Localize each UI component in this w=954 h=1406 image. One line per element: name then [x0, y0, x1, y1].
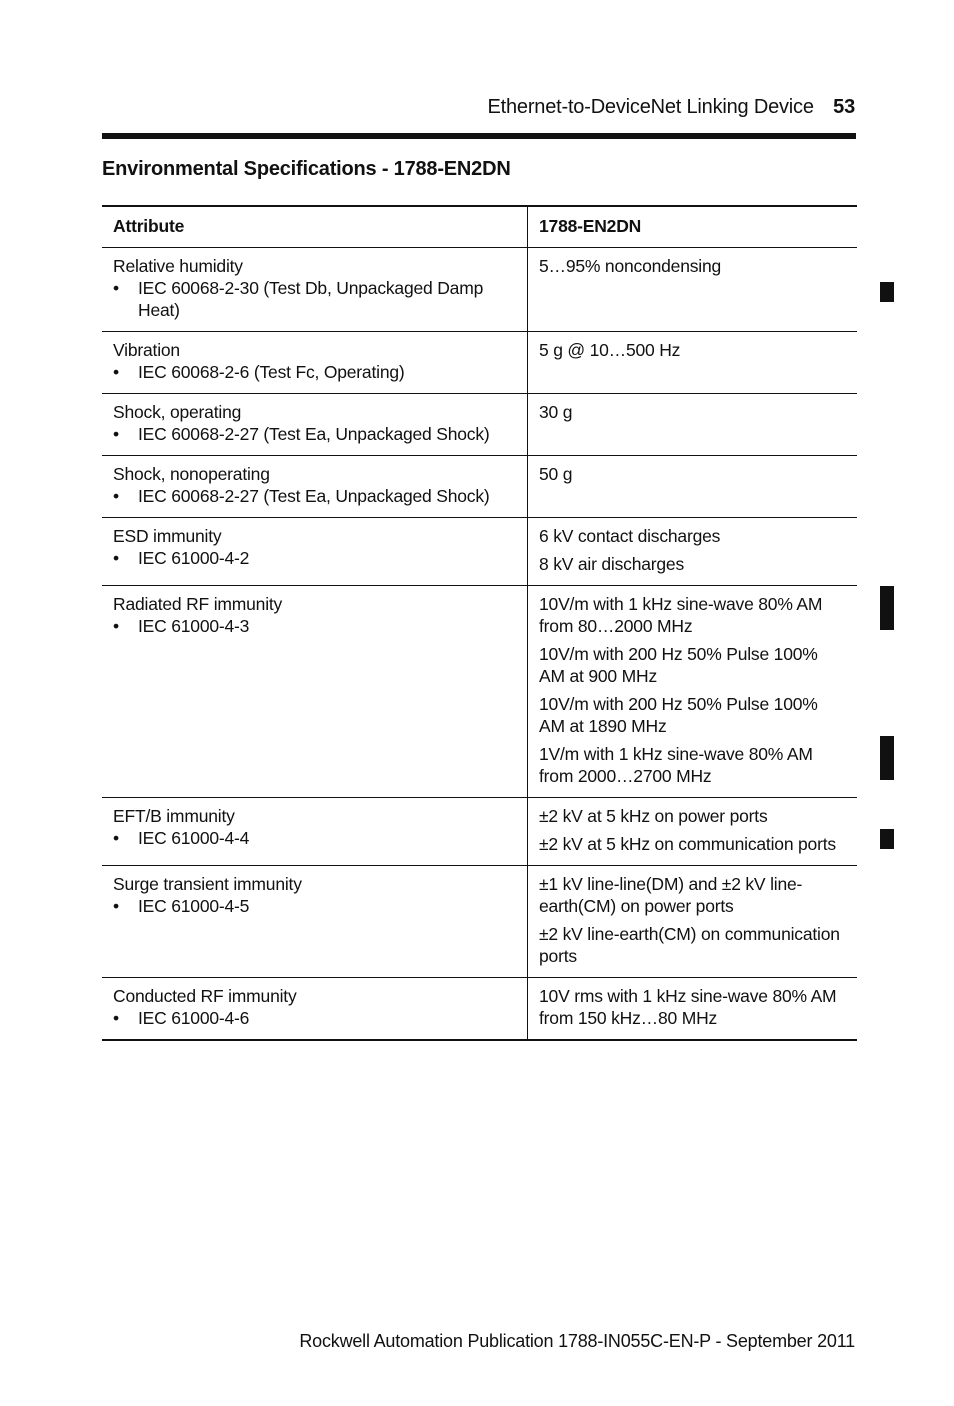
standard-bullet: [113, 277, 516, 321]
attribute-name: Shock, nonoperating: [113, 464, 270, 484]
table-row: [102, 394, 857, 456]
standard-text: IEC 60068-2-27 (Test Ea, Unpackaged Shock): [138, 486, 490, 506]
table-row: [102, 586, 857, 798]
table-row: [102, 248, 857, 332]
attribute-cell: [102, 586, 528, 798]
table-row: [102, 332, 857, 394]
table-row: [102, 456, 857, 518]
bullet-icon: •: [113, 278, 119, 298]
attribute-name: ESD immunity: [113, 526, 222, 546]
bullet-icon: •: [113, 486, 119, 506]
column-header-model: 1788-EN2DN: [539, 216, 642, 236]
attribute-cell: [102, 394, 528, 456]
table-row: [102, 798, 857, 866]
attribute-name: Conducted RF immunity: [113, 986, 297, 1006]
standard-text: IEC 61000-4-3: [138, 616, 250, 636]
change-bar: [880, 282, 894, 302]
change-bar: [880, 586, 894, 630]
standard-text: IEC 60068-2-6 (Test Fc, Operating): [138, 362, 405, 382]
standard-bullet: [113, 361, 516, 383]
attribute-name: Shock, operating: [113, 402, 242, 422]
standard-bullet: [113, 547, 516, 569]
value-line: 10V/m with 200 Hz 50% Pulse 100% AM at 1890 MHz: [539, 694, 818, 736]
value-line: 10V rms with 1 kHz sine-wave 80% AM from 150 kHz…80 MHz: [539, 986, 837, 1028]
attribute-name: EFT/B immunity: [113, 806, 235, 826]
change-bar: [880, 736, 894, 780]
header-rule: [102, 133, 856, 139]
standard-bullet: [113, 485, 516, 507]
attribute-name: Radiated RF immunity: [113, 594, 283, 614]
value-line: 5…95% noncondensing: [539, 256, 722, 276]
bullet-icon: •: [113, 548, 119, 568]
attribute-cell: [102, 798, 528, 866]
value-cell: [528, 456, 858, 518]
attribute-cell: [102, 456, 528, 518]
table-row: [102, 978, 857, 1041]
standard-text: IEC 61000-4-5: [138, 896, 250, 916]
bullet-icon: •: [113, 1008, 119, 1028]
attribute-cell: [102, 518, 528, 586]
attribute-name: Vibration: [113, 340, 180, 360]
value-line: 5 g @ 10…500 Hz: [539, 340, 681, 360]
standard-text: IEC 61000-4-4: [138, 828, 250, 848]
value-cell: [528, 518, 858, 586]
value-cell: [528, 394, 858, 456]
table-header-row: [102, 206, 857, 248]
attribute-name: Relative humidity: [113, 256, 243, 276]
standard-bullet: [113, 1007, 516, 1029]
bullet-icon: •: [113, 828, 119, 848]
standard-text: IEC 60068-2-30 (Test Db, Unpackaged Damp Heat): [138, 278, 484, 320]
value-line: ±2 kV line-earth(CM) on communication ports: [539, 924, 840, 966]
value-line: 6 kV contact discharges: [539, 526, 721, 546]
standard-bullet: [113, 423, 516, 445]
header-title: Ethernet-to-DeviceNet Linking Device: [487, 96, 814, 118]
standard-bullet: [113, 827, 516, 849]
value-cell: [528, 978, 858, 1041]
table-row: [102, 866, 857, 978]
page-footer: Rockwell Automation Publication 1788-IN055C-EN-P - September 2011: [299, 1331, 855, 1351]
value-line: 8 kV air discharges: [539, 554, 685, 574]
standard-text: IEC 60068-2-27 (Test Ea, Unpackaged Shock): [138, 424, 490, 444]
section-title: Environmental Specifications - 1788-EN2DN: [102, 158, 511, 180]
value-line: ±2 kV at 5 kHz on communication ports: [539, 834, 836, 854]
value-line: 30 g: [539, 402, 573, 422]
value-line: 10V/m with 1 kHz sine-wave 80% AM from 80…2000 MHz: [539, 594, 823, 636]
spec-table: [102, 205, 857, 1041]
standard-text: IEC 61000-4-2: [138, 548, 250, 568]
standard-text: IEC 61000-4-6: [138, 1008, 250, 1028]
value-line: ±2 kV at 5 kHz on power ports: [539, 806, 768, 826]
bullet-icon: •: [113, 616, 119, 636]
value-line: 10V/m with 200 Hz 50% Pulse 100% AM at 900 MHz: [539, 644, 818, 686]
change-bar: [880, 829, 894, 849]
bullet-icon: •: [113, 424, 119, 444]
page-header: [487, 96, 855, 119]
value-cell: [528, 332, 858, 394]
attribute-cell: [102, 248, 528, 332]
page-number: 53: [833, 96, 855, 118]
value-line: 1V/m with 1 kHz sine-wave 80% AM from 2000…2700 MHz: [539, 744, 813, 786]
attribute-cell: [102, 866, 528, 978]
bullet-icon: •: [113, 896, 119, 916]
value-line: ±1 kV line-line(DM) and ±2 kV line-earth(CM) on power ports: [539, 874, 803, 916]
value-cell: [528, 586, 858, 798]
standard-bullet: [113, 615, 516, 637]
value-line: 50 g: [539, 464, 573, 484]
value-cell: [528, 798, 858, 866]
value-cell: [528, 248, 858, 332]
standard-bullet: [113, 895, 516, 917]
attribute-name: Surge transient immunity: [113, 874, 302, 894]
attribute-cell: [102, 978, 528, 1041]
value-cell: [528, 866, 858, 978]
bullet-icon: •: [113, 362, 119, 382]
column-header-attribute: Attribute: [102, 206, 528, 248]
attribute-cell: [102, 332, 528, 394]
table-row: [102, 518, 857, 586]
table-body: [102, 248, 857, 1041]
